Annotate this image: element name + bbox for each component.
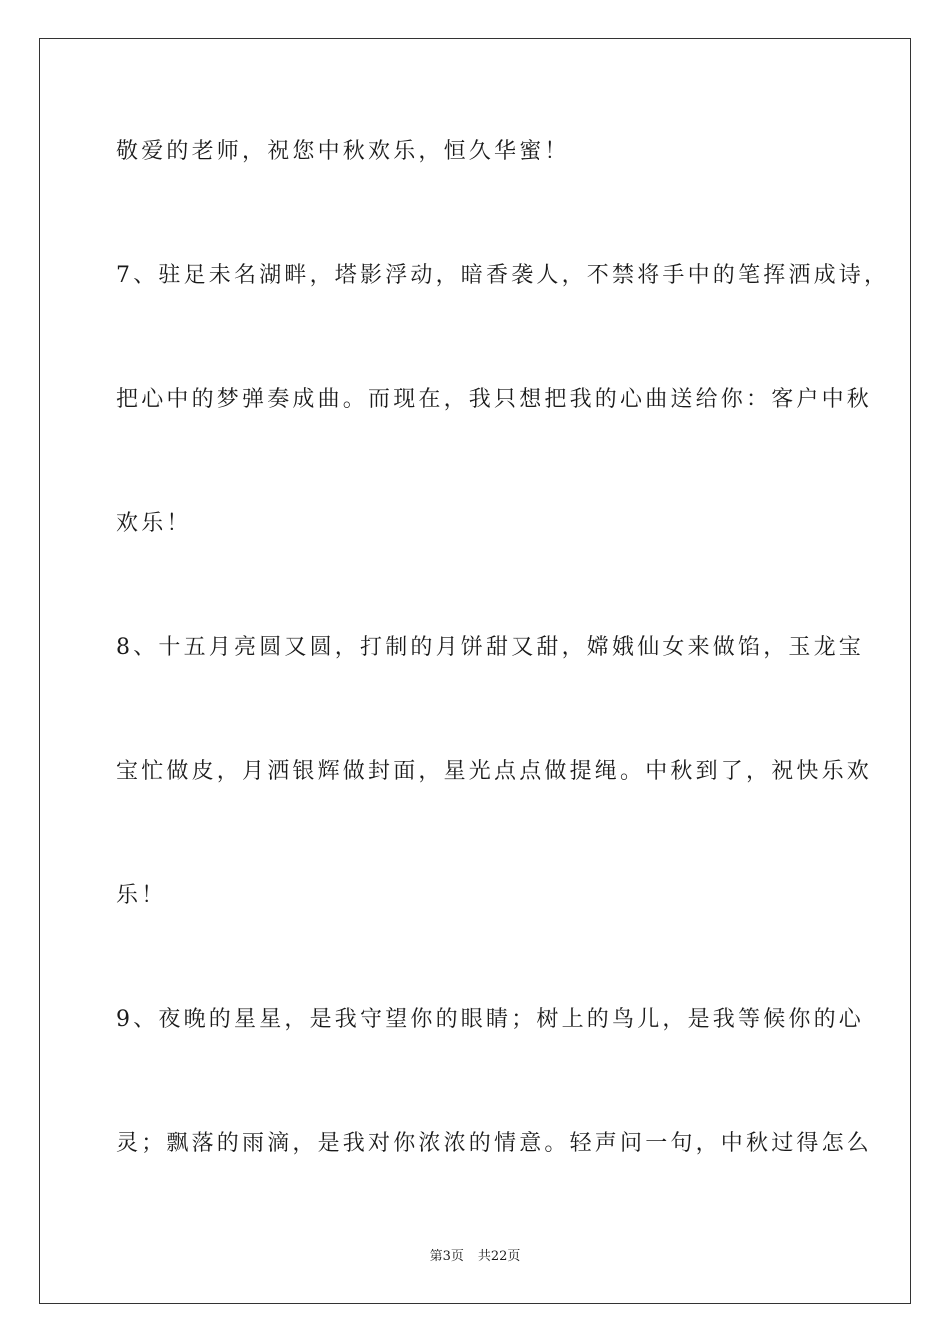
body-line-5: 8、十五月亮圆又圆，打制的月饼甜又甜，嫦娥仙女来做馅，玉龙宝 bbox=[116, 635, 864, 660]
body-line-8: 9、夜晚的星星，是我守望你的眼睛；树上的鸟儿，是我等候你的心 bbox=[116, 1007, 864, 1032]
body-line-1: 敬爱的老师，祝您中秋欢乐，恒久华蜜！ bbox=[116, 139, 570, 164]
body-line-6: 宝忙做皮，月洒银辉做封面，星光点点做提绳。中秋到了，祝快乐欢 bbox=[116, 759, 873, 784]
page-total: 共22页 bbox=[477, 1249, 521, 1264]
body-line-3: 把心中的梦弹奏成曲。而现在，我只想把我的心曲送给你：客户中秋 bbox=[116, 387, 873, 412]
body-line-9: 灵；飘落的雨滴，是我对你浓浓的情意。轻声问一句，中秋过得怎么 bbox=[116, 1131, 873, 1156]
page-border bbox=[39, 38, 911, 1304]
body-line-4: 欢乐！ bbox=[116, 511, 192, 536]
body-line-2: 7、驻足未名湖畔，塔影浮动，暗香袭人，不禁将手中的笔挥洒成诗， bbox=[116, 263, 890, 288]
body-line-7: 乐！ bbox=[116, 883, 167, 908]
page-footer bbox=[0, 1249, 950, 1265]
page-number: 第3页 bbox=[429, 1249, 464, 1264]
